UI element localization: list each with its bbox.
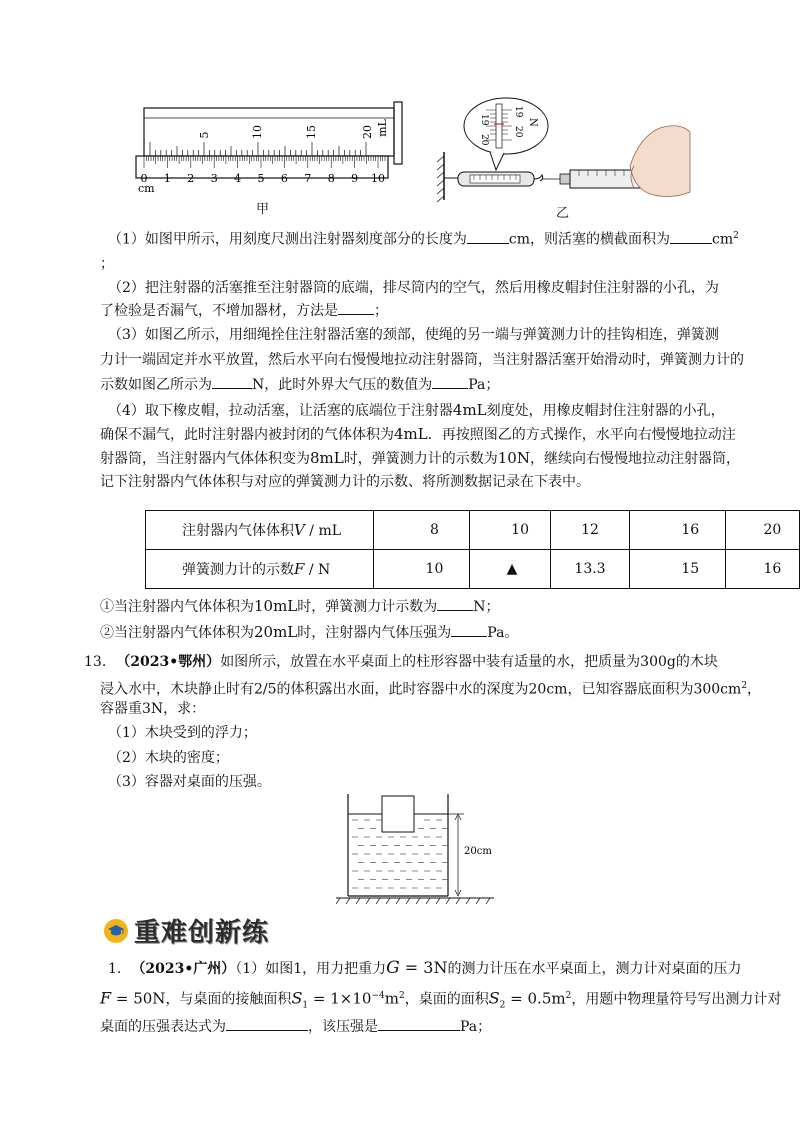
- q12-part3-c: 示数如图乙所示为 N，此时外界大气压的数值为 Pa；: [100, 374, 499, 395]
- syringe-label-5: 5: [198, 131, 211, 139]
- syringe-label-15: 15: [305, 125, 318, 139]
- ruler-label: 4: [234, 172, 242, 185]
- table-cell: 20: [725, 511, 799, 550]
- section-banner: [104, 912, 269, 949]
- table-header-volume: 注射器内气体体积V / mL: [146, 511, 374, 550]
- gauge-label-19a: 19: [479, 114, 489, 126]
- q12-part2-b: 了检验是否漏气，不增加器材，方法是 ；: [100, 300, 388, 321]
- q12-part3-b: 力计一端固定并水平放置，然后水平向右慢慢地拉动注射器筒，当注射器活塞开始滑动时，弹簧测力计的: [100, 352, 744, 368]
- q12-sub1: ①当注射器内气体体积为10mL时，弹簧测力计示数为 N；: [100, 597, 500, 615]
- q1-line3: 桌面的压强表达式为 ，该压强是 Pa；: [100, 1016, 491, 1037]
- q12-part1-end: ；: [100, 256, 114, 272]
- syringe-label-10: 10: [251, 125, 264, 139]
- q12-data-table: [145, 510, 800, 589]
- q12-part4-d: 记下注射器内气体体积与对应的弹簧测力计的示数、将所测数据记录在下表中。: [100, 474, 590, 490]
- gauge-unit: N: [527, 118, 538, 127]
- table-cell: 8: [373, 511, 469, 550]
- table-cell: 13.3: [551, 550, 630, 589]
- ruler-label: 8: [327, 172, 335, 185]
- ruler-label: 7: [304, 172, 312, 185]
- q12-part2-a: （2）把注射器的活塞推至注射器筒的底端，排尽筒内的空气，然后用橡皮帽封住注射器的小孔，为: [108, 280, 719, 296]
- ruler-label: 0: [140, 172, 148, 185]
- table-cell-triangle: ▲: [469, 550, 550, 589]
- q13-line1: 13. （2023•鄂州）如图所示，放置在水平桌面上的柱形容器中装有适量的水，把质量为300g的木块: [84, 654, 718, 670]
- syringe-label-20: 20: [361, 125, 374, 139]
- q12-part3-a: （3）如图乙所示，用细绳拴住注射器活塞的颈部，使绳的另一端与弹簧测力计的挂钩相连，弹簧测: [108, 327, 719, 343]
- q13-line2: 浸入水中，木块静止时有2/5的体积露出水面，此时容器中水的深度为20cm，已知容器底面积为$300cm^2$，: [100, 681, 762, 698]
- gauge-label-19b: 19: [513, 106, 523, 118]
- ruler-label: 2: [187, 172, 195, 185]
- caption-jia: 甲: [256, 202, 270, 217]
- table-cell: 15: [629, 550, 725, 589]
- caption-yi: 乙: [556, 206, 570, 221]
- table-row: [146, 550, 800, 589]
- syringe-unit: mL: [376, 119, 389, 137]
- q13-item3: （3）容器对桌面的压强。: [108, 774, 271, 790]
- ruler-label: 6: [280, 172, 288, 185]
- section-title: 重难创新练: [134, 918, 270, 948]
- ruler-label: 5: [257, 172, 265, 185]
- q12-sub2: ②当注射器内气体体积为20mL时，注射器内气体压强为 Pa。: [100, 623, 519, 641]
- table-cell: 10: [469, 511, 550, 550]
- ruler-unit: cm: [138, 182, 155, 195]
- figure-container: [336, 788, 506, 904]
- ruler-label: 10: [371, 172, 385, 185]
- q12-part1: （1）如图甲所示，用刻度尺测出注射器刻度部分的长度为 cm，则活塞的横截面积为 $cm^2$: [108, 226, 739, 250]
- table-cell: 16: [725, 550, 799, 589]
- q1-line1: 1. （2023•广州）（1）如图1，用力把重力G = 3N的测力计压在水平桌面上，测力计对桌面的压力: [108, 958, 742, 978]
- table-cell: 10: [373, 550, 469, 589]
- gauge-label-20a: 20: [479, 134, 489, 146]
- ruler-label: 1: [163, 172, 171, 185]
- table-cell: 12: [551, 511, 630, 550]
- q13-item2: （2）木块的密度；: [108, 750, 229, 766]
- q12-part4-c: 射器筒，当注射器内气体体积变为8mL时，弹簧测力计的示数为10N，继续向右慢慢地拉动注射器筒，: [100, 449, 740, 467]
- gauge-label-20b: 20: [513, 126, 523, 138]
- depth-label: 20cm: [464, 846, 492, 857]
- q13-line3: 容器重3N，求：: [100, 701, 206, 717]
- q12-part4-b: 确保不漏气，此时注射器内被封闭的气体体积为4mL．再按照图乙的方式操作，水平向右慢慢地拉动注: [100, 425, 736, 443]
- q12-part4-a: （4）取下橡皮帽，拉动活塞，让活塞的底端位于注射器4mL刻度处，用橡皮帽封住注射器的小孔，: [108, 401, 725, 419]
- q13-item1: （1）木块受到的浮力；: [108, 725, 257, 741]
- q1-line2: F = 50N，与桌面的接触面积$S_1 = 1\times 10^{-4}m^2$，桌面的面积$S_2 = 0.5m^2$，用题中物理量符号写出测力计对: [100, 988, 782, 1011]
- graduation-cap-icon: [104, 919, 128, 943]
- table-row: [146, 511, 800, 550]
- table-header-force: 弹簧测力计的示数F / N: [146, 550, 374, 589]
- ruler-label: 9: [351, 172, 359, 185]
- table-cell: 16: [629, 511, 725, 550]
- ruler-label: 3: [210, 172, 218, 185]
- figure-jia: [130, 100, 410, 210]
- figure-yi: [434, 96, 694, 208]
